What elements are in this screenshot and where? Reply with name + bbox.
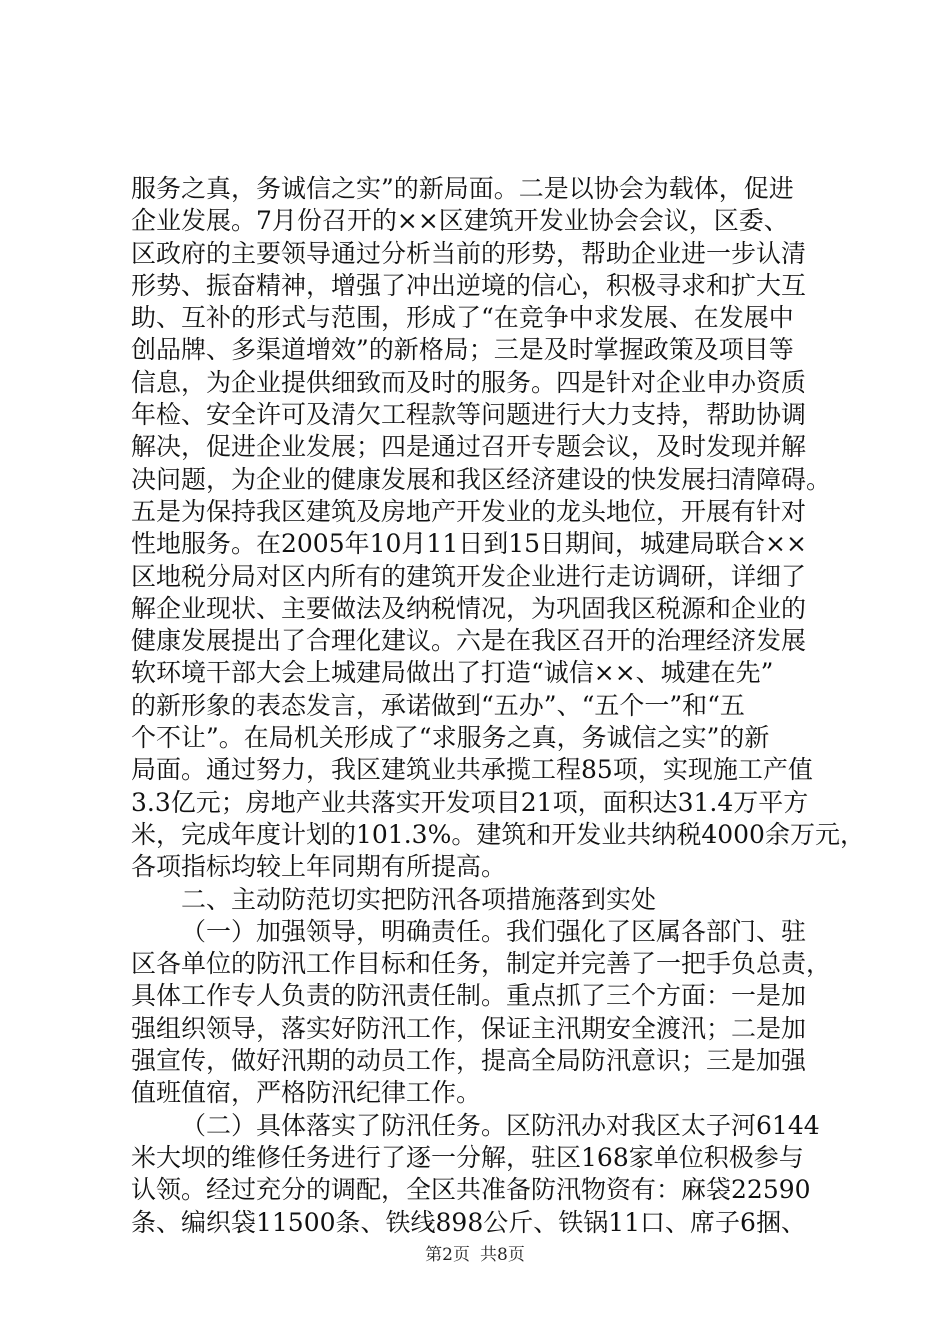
text-line: 具体工作专人负责的防汛责任制。重点抓了三个方面：一是加	[131, 981, 807, 1011]
text-line: 认领。经过充分的调配，全区共准备防汛物资有：麻袋22590	[131, 1175, 811, 1205]
text-line: 服务之真，务诚信之实”的新局面。二是以协会为载体，促进	[131, 174, 794, 203]
text-line: 的新形象的表态发言，承诺做到“五办”、“五个一”和“五	[131, 690, 745, 720]
page-total: 共8页	[480, 1245, 525, 1265]
text-line: 米，完成年度计划的101.3%。建筑和开发业共纳税4000余万元，	[131, 819, 865, 849]
text-line: 条、编织袋11500条、铁线898公斤、铁锅11口、席子6捆、	[131, 1207, 806, 1237]
text-line: 强宣传，做好汛期的动员工作，提高全局防汛意识；三是加强	[131, 1046, 807, 1076]
text-line: 各项指标均较上年同期有所提高。	[131, 852, 507, 882]
text-line: 企业发展。7月份召开的××区建筑开发业协会会议，区委、	[131, 206, 789, 236]
text-line: 3.3亿元；房地产业共落实开发项目21项，面积达31.4万平方	[131, 787, 809, 817]
text-line: 区政府的主要领导通过分析当前的形势，帮助企业进一步认清	[131, 238, 807, 268]
page-footer	[0, 1244, 950, 1266]
text-line: 五是为保持我区建筑及房地产开发业的龙头地位，开展有针对	[131, 496, 807, 526]
page-number: 第2页	[425, 1245, 470, 1265]
text-line: 形势、振奋精神，增强了冲出逆境的信心，积极寻求和扩大互	[131, 270, 807, 300]
text-line: 米大坝的维修任务进行了逐一分解，驻区168家单位积极参与	[131, 1142, 804, 1172]
text-line: 软环境干部大会上城建局做出了打造“诚信××、城建在先”	[131, 658, 774, 688]
text-line: （二）具体落实了防汛任务。区防汛办对我区太子河6144	[181, 1110, 820, 1140]
text-line: 值班值宿，严格防汛纪律工作。	[131, 1078, 482, 1108]
text-line: 助、互补的形式与范围，形成了“在竞争中求发展、在发展中	[131, 303, 794, 333]
text-line: 区地税分局对区内所有的建筑开发企业进行走访调研，详细了	[131, 561, 807, 591]
text-line: 决问题，为企业的健康发展和我区经济建设的快发展扫清障碍。	[131, 464, 832, 494]
text-line: 个不让”。在局机关形成了“求服务之真，务诚信之实”的新	[131, 723, 770, 753]
text-line: 区各单位的防汛工作目标和任务，制定并完善了一把手负总责，	[131, 949, 832, 979]
text-line: 性地服务。在2005年10月11日到15日期间，城建局联合××	[131, 529, 807, 559]
section-heading: 二、主动防范切实把防汛各项措施落到实处	[181, 884, 657, 914]
text-line: 解决，促进企业发展；四是通过召开专题会议，及时发现并解	[131, 432, 807, 462]
document-body	[131, 173, 865, 1239]
text-line: 局面。通过努力，我区建筑业共承揽工程85项，实现施工产值	[131, 755, 813, 785]
text-line: 年检、安全许可及清欠工程款等问题进行大力支持，帮助协调	[131, 400, 807, 430]
text-line: 强组织领导，落实好防汛工作，保证主汛期安全渡汛；二是加	[131, 1013, 807, 1043]
text-line: 健康发展提出了合理化建议。六是在我区召开的治理经济发展	[131, 626, 807, 656]
text-line: 创品牌、多渠道增效”的新格局；三是及时掌握政策及项目等	[131, 335, 794, 365]
text-line: 解企业现状、主要做法及纳税情况，为巩固我区税源和企业的	[131, 593, 807, 623]
text-line: （一）加强领导，明确责任。我们强化了区属各部门、驻	[181, 916, 807, 946]
text-line: 信息，为企业提供细致而及时的服务。四是针对企业申办资质	[131, 367, 807, 397]
